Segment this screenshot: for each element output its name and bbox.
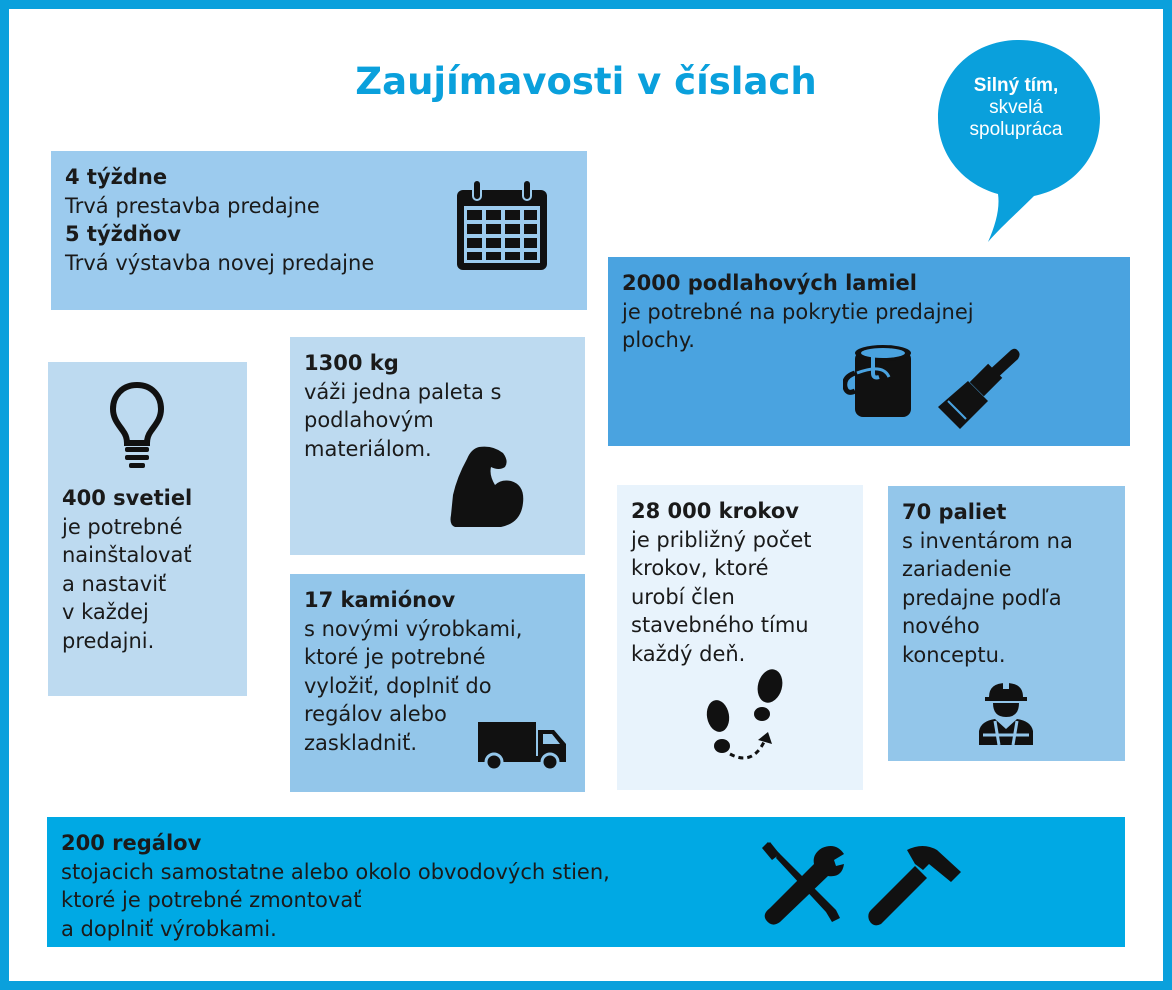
- pallets-text: s inventárom na zariadenie predajne podľa nového konceptu.: [902, 528, 1073, 667]
- calendar-icon: [455, 180, 549, 272]
- tools-icon: [762, 842, 846, 926]
- shelves-heading: 200 regálov: [61, 831, 202, 855]
- muscle-arm-icon: [449, 445, 525, 529]
- bubble-line-2: skvelá: [989, 97, 1043, 118]
- weeks-heading-2: 5 týždňov: [65, 222, 181, 246]
- lamels-heading: 2000 podlahových lamiel: [622, 271, 917, 295]
- weight-heading: 1300 kg: [304, 351, 399, 375]
- trucks-heading: 17 kamiónov: [304, 588, 456, 612]
- bubble-line-3: spolupráca: [969, 119, 1063, 140]
- weight-box: [290, 337, 585, 555]
- steps-heading: 28 000 krokov: [631, 499, 799, 523]
- weeks-heading-1: 4 týždne: [65, 165, 168, 189]
- trucks-text: s novými výrobkami, ktoré je potrebné vyložiť, doplniť do regálov alebo zaskladniť.: [304, 616, 523, 755]
- lamels-text: je potrebné na pokrytie predajnej plochy.: [622, 299, 974, 352]
- bubble-text: [934, 75, 1098, 141]
- lights-heading: 400 svetiel: [62, 486, 193, 510]
- construction-worker-icon: [975, 679, 1037, 745]
- steps-text: je približný počet krokov, ktoré urobí člen stavebného tímu každý deň.: [631, 527, 812, 666]
- speech-bubble-icon: [934, 36, 1104, 246]
- lights-text: je potrebné nainštalovať a nastaviť v každej predajni.: [62, 514, 192, 653]
- hammer-icon: [867, 840, 963, 926]
- shelves-text: stojacich samostatne alebo okolo obvodových stien, ktoré je potrebné zmontovať a doplniť výrobkami.: [61, 859, 610, 941]
- shelves-box: [47, 817, 1125, 947]
- weeks-text-2: Trvá výstavba novej predajne: [65, 250, 375, 275]
- footsteps-icon: [702, 668, 788, 766]
- paint-brush-icon: [936, 345, 1024, 431]
- weeks-text-1: Trvá prestavba predajne: [65, 193, 320, 218]
- page-title: Zaujímavosti v číslach: [355, 60, 817, 103]
- light-bulb-icon: [109, 381, 165, 469]
- truck-icon: [478, 720, 568, 772]
- pallets-heading: 70 paliet: [902, 500, 1007, 524]
- paint-bucket-icon: [843, 343, 915, 421]
- bubble-line-1: Silný tím,: [973, 75, 1059, 96]
- weight-text: váži jedna paleta s podlahovým materiálom.: [304, 379, 502, 461]
